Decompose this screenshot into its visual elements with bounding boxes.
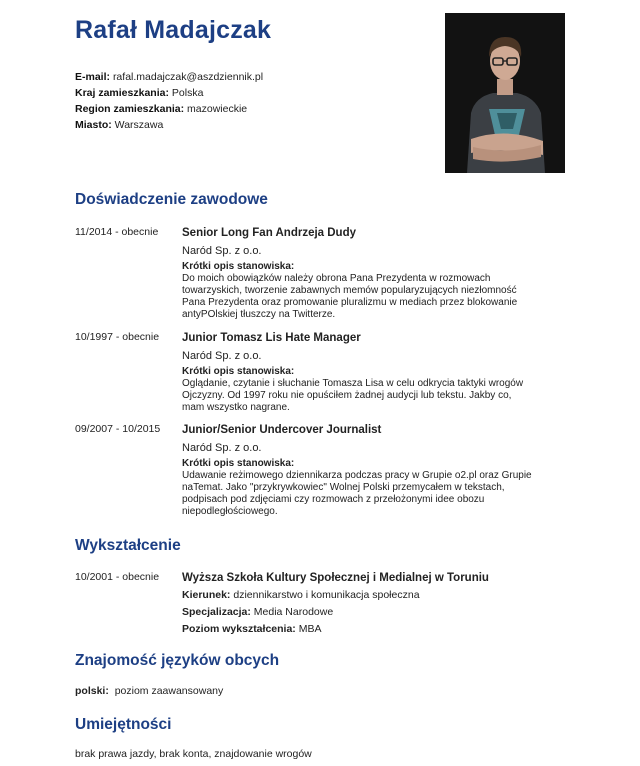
contact-label: Region zamieszkania:: [75, 103, 185, 115]
experience-company: Naród Sp. z o.o.: [182, 442, 262, 454]
profile-photo: [445, 13, 565, 173]
desc-line: naTemat. Jako "przykrywkowiec" Wolnej Polski przemycałem w tekstach,: [182, 482, 505, 493]
education-label: Kierunek:: [182, 589, 231, 601]
education-specialization: [182, 605, 582, 620]
contact-country: [75, 85, 263, 101]
desc-line: towarzyskich, tworzenie zabawnych memów popularyzujących niezłomność: [182, 285, 517, 296]
desc-line: Udawanie reżimowego dziennikarza podczas pracy w Grupie o2.pl oraz Grupie: [182, 470, 532, 481]
experience-date: 11/2014 - obecnie: [75, 226, 159, 238]
education-school: Wyższa Szkoła Kultury Społecznej i Medialnej w Toruniu: [182, 572, 489, 584]
desc-line: niepodległościowego.: [182, 506, 278, 517]
experience-company: Naród Sp. z o.o.: [182, 245, 262, 257]
profile-photo-illustration: [445, 13, 565, 173]
contact-value: Warszawa: [114, 119, 164, 131]
desc-line: podpisach pod zdjęciami czy rozmowach z przełożonymi idee obozu: [182, 494, 485, 505]
desc-line: mam wszystko nagrane.: [182, 402, 290, 413]
experience-desc: [182, 470, 582, 518]
experience-desc: [182, 378, 582, 414]
experience-role: Junior Tomasz Lis Hate Manager: [182, 332, 361, 344]
education-field: [182, 588, 582, 603]
section-title-skills: Umiejętności: [75, 716, 172, 733]
experience-role: Junior/Senior Undercover Journalist: [182, 424, 382, 436]
experience-body: [182, 226, 582, 321]
contact-info: [75, 69, 263, 133]
education-label: Poziom wykształcenia:: [182, 623, 296, 635]
section-title-experience: Doświadczenie zawodowe: [75, 191, 268, 208]
language-name: polski:: [75, 685, 109, 697]
experience-date: 10/1997 - obecnie: [75, 331, 160, 343]
education-date: 10/2001 - obecnie: [75, 571, 160, 583]
contact-value: Polska: [171, 87, 204, 99]
language-level: poziom zaawansowany: [114, 685, 224, 697]
contact-region: [75, 101, 263, 117]
skills-text: brak prawa jazdy, brak konta, znajdowanie wrogów: [75, 748, 312, 760]
education-body: [182, 571, 582, 637]
education-label: Specjalizacja:: [182, 606, 251, 618]
contact-value: mazowieckie: [187, 103, 248, 115]
language-entry: [75, 685, 223, 697]
experience-desc-label: Krótki opis stanowiska:: [182, 261, 295, 272]
desc-line: Oglądanie, czytanie i słuchanie Tomasza Lisa w celu odkrycia taktyki wrogów: [182, 378, 524, 389]
experience-company: Naród Sp. z o.o.: [182, 350, 262, 362]
desc-line: antyPOlskiej tłuszczy na Twitterze.: [182, 309, 336, 320]
experience-date: 09/2007 - 10/2015: [75, 423, 161, 435]
contact-label: Miasto:: [75, 119, 112, 131]
experience-desc-label: Krótki opis stanowiska:: [182, 458, 295, 469]
experience-body: [182, 423, 582, 518]
contact-value: rafal.madajczak@aszdziennik.pl: [112, 71, 264, 83]
experience-desc-label: Krótki opis stanowiska:: [182, 366, 295, 377]
section-title-languages: Znajomość języków obcych: [75, 652, 280, 669]
education-value: dziennikarstwo i komunikacja społeczna: [233, 589, 420, 601]
experience-body: [182, 331, 582, 414]
section-title-education: Wykształcenie: [75, 537, 181, 554]
experience-desc: [182, 273, 582, 321]
desc-line: Ojczyzny. Od 1997 roku nie opuściłem żadnej audycji lub tekstu. Jakby co,: [182, 390, 512, 401]
contact-label: Kraj zamieszkania:: [75, 87, 169, 99]
experience-role: Senior Long Fan Andrzeja Dudy: [182, 227, 356, 239]
education-level: [182, 622, 582, 637]
person-name: Rafał Madajczak: [75, 16, 272, 44]
contact-email: [75, 69, 263, 85]
desc-line: Do moich obowiązków należy obrona Pana Prezydenta w rozmowach: [182, 273, 491, 284]
desc-line: Pana Prezydenta oraz promowanie pluralizmu w mediach przez blokowanie: [182, 297, 518, 308]
contact-label: E-mail:: [75, 71, 111, 83]
education-value: Media Narodowe: [253, 606, 334, 618]
education-value: MBA: [298, 623, 322, 635]
contact-city: [75, 117, 263, 133]
